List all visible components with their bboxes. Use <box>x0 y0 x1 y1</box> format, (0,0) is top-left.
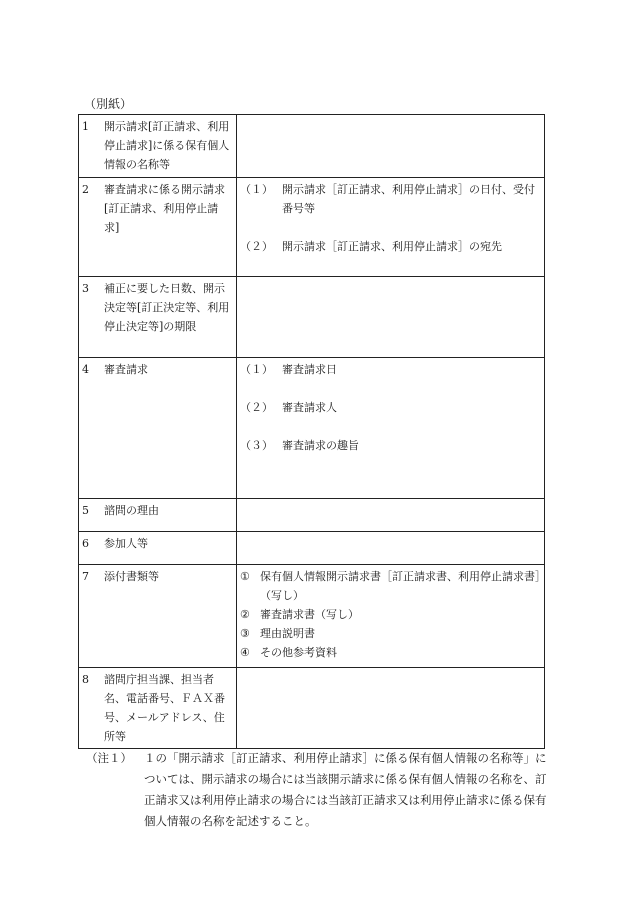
list-item <box>240 624 541 643</box>
table-row <box>79 277 545 358</box>
row-number: 3 <box>82 282 89 295</box>
item-mark: ③ <box>240 627 250 640</box>
footnote-label: （注１） <box>86 751 132 765</box>
row-label: 審査請求 <box>104 363 148 376</box>
list-item <box>240 360 541 379</box>
row-label: 参加人等 <box>104 537 148 550</box>
row-content-cell <box>237 532 545 565</box>
table-row <box>79 115 545 178</box>
row-number: 2 <box>82 183 89 196</box>
list-item <box>240 180 541 218</box>
table-row <box>79 358 545 499</box>
item-text: 開示請求［訂正請求、利用停止請求］の日付、受付番号等 <box>282 183 535 215</box>
row-content-cell <box>237 668 545 749</box>
consultation-form-table <box>78 114 545 749</box>
row-content-cell <box>237 358 545 499</box>
row-label-cell <box>79 178 237 277</box>
list-item <box>240 605 541 624</box>
row-label: 審査請求に係る開示請求[訂正請求、利用停止請求] <box>104 183 225 234</box>
row-content-cell <box>237 277 545 358</box>
row-label-cell <box>79 358 237 499</box>
row-content-cell <box>237 178 545 277</box>
item-mark: （３） <box>240 439 273 452</box>
table-row <box>79 178 545 277</box>
attachment-label: （別紙） <box>84 97 133 111</box>
row-label: 補正に要した日数、開示決定等[訂正決定等、利用停止決定等]の期限 <box>104 282 230 333</box>
row-number: 1 <box>82 120 89 133</box>
footnote-text: １の「開示請求［訂正請求、利用停止請求］に係る保有個人情報の名称等」については、開示請求の場合には当該開示請求に係る保有個人情報の名称を、訂正請求又は利用停止請求の場合には当該訂正請求又は利用停止請求に係る保有個人情報の名称を記述すること。 <box>144 751 547 828</box>
item-text: 審査請求の趣旨 <box>282 439 359 452</box>
row-label-cell <box>79 532 237 565</box>
row-content-cell <box>237 115 545 178</box>
row-number: 7 <box>82 570 89 583</box>
item-mark: ④ <box>240 646 250 659</box>
row-label: 開示請求[訂正請求、利用停止請求]に係る保有個人情報の名称等 <box>104 120 230 171</box>
row-label-cell <box>79 499 237 532</box>
row-content-cell <box>237 499 545 532</box>
row-content-cell <box>237 565 545 668</box>
list-item <box>240 436 541 455</box>
item-mark: （２） <box>240 240 273 253</box>
item-text: 保有個人情報開示請求書［訂正請求書、利用停止請求書］（写し） <box>260 570 541 602</box>
item-text: 審査請求書（写し） <box>260 608 359 621</box>
table-row <box>79 565 545 668</box>
row-label: 諮問の理由 <box>104 504 159 517</box>
row-number: 8 <box>82 673 89 686</box>
list-item <box>240 567 541 605</box>
item-mark: ① <box>240 570 250 583</box>
item-text: 審査請求人 <box>282 401 337 414</box>
item-mark: ② <box>240 608 250 621</box>
table-row <box>79 532 545 565</box>
row-label-cell <box>79 115 237 178</box>
item-mark: （１） <box>240 363 273 376</box>
list-item <box>240 643 541 662</box>
item-mark: （１） <box>240 183 273 196</box>
row-label-cell <box>79 565 237 668</box>
item-text: その他参考資料 <box>260 646 337 659</box>
item-text: 理由説明書 <box>260 627 315 640</box>
list-item <box>240 398 541 417</box>
row-label-cell <box>79 668 237 749</box>
row-number: 5 <box>82 504 89 517</box>
item-text: 開示請求［訂正請求、利用停止請求］の宛先 <box>282 240 502 253</box>
row-label: 諮問庁担当課、担当者名、電話番号、ＦＡＸ番号、メールアドレス、住所等 <box>104 673 225 743</box>
row-number: 6 <box>82 537 89 550</box>
item-text: 審査請求日 <box>282 363 337 376</box>
table-row <box>79 499 545 532</box>
item-mark: （２） <box>240 401 273 414</box>
table-row <box>79 668 545 749</box>
footnote <box>86 748 556 832</box>
row-label-cell <box>79 277 237 358</box>
row-number: 4 <box>82 363 89 376</box>
list-item <box>240 237 541 256</box>
row-label: 添付書類等 <box>104 570 159 583</box>
